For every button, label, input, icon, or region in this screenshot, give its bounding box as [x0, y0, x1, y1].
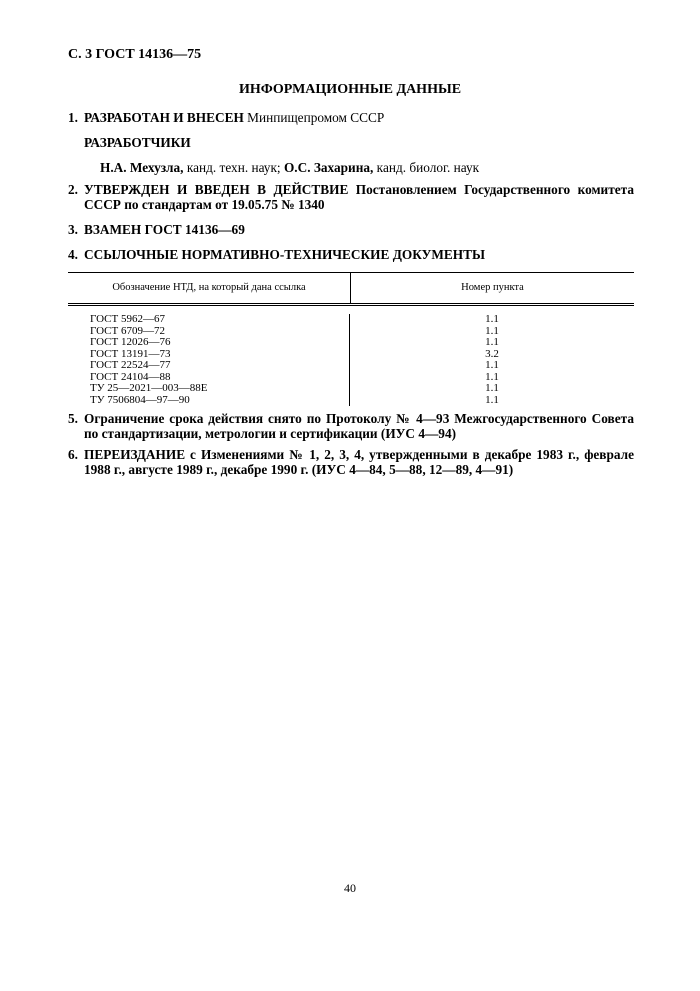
reference-table — [68, 272, 634, 406]
item-number: 3. — [68, 222, 78, 237]
item-5 — [68, 411, 634, 441]
table-body — [68, 306, 634, 406]
item-bold-text: Ограничение срока действия снято по Протоколу № 4—93 Межгосударственного Совета по стандартизации, метрологии и сертификации (ИУС 4—94) — [84, 411, 634, 441]
item-bold-text: ССЫЛОЧНЫЕ НОРМАТИВНО-ТЕХНИЧЕСКИЕ ДОКУМЕНТЫ — [84, 247, 486, 262]
item-bold-text: РАЗРАБОТАН И ВНЕСЕН — [84, 110, 244, 125]
item-text: Постановлением Государственного комитета СССР по стандартам от 19.05.75 № 1340 — [84, 182, 634, 212]
table-cell: ГОСТ 5962—67 — [90, 313, 165, 325]
item-number: 5. — [68, 411, 78, 426]
page-number: 40 — [344, 881, 356, 895]
table-cell: 1.1 — [485, 336, 499, 348]
item-text: Минпищепромом СССР — [243, 110, 385, 125]
developers-list — [100, 160, 479, 176]
table-cell: 1.1 — [485, 324, 499, 337]
item-3 — [68, 222, 634, 237]
developers-heading: РАЗРАБОТЧИКИ — [84, 135, 191, 150]
table-cell: ГОСТ 6709—72 — [90, 324, 165, 337]
table-cell: ГОСТ 22524—77 — [90, 359, 171, 371]
item-2 — [68, 182, 634, 212]
table-cell: ГОСТ 13191—73 — [90, 347, 171, 360]
table-cell: ТУ 7506804—97—90 — [90, 393, 190, 406]
item-4 — [68, 247, 634, 262]
item-number: 4. — [68, 247, 78, 262]
developer-degree: канд. биолог. наук — [373, 160, 480, 175]
item-bold-text: УТВЕРЖДЕН И ВВЕДЕН В ДЕЙСТВИЕ — [84, 182, 349, 197]
developer-name: Н.А. Мехузла, — [100, 160, 184, 175]
developer-name: О.С. Захарина, — [280, 160, 374, 175]
table-cell: ГОСТ 12026—76 — [90, 336, 171, 348]
item-1 — [68, 110, 634, 125]
table-header — [68, 273, 634, 306]
item-number: 1. — [68, 110, 78, 125]
header-cell-clause: Номер пункта — [461, 282, 524, 293]
table-cell: 3.2 — [485, 347, 499, 360]
table-cell: 1.1 — [485, 382, 499, 394]
table-cell: 1.1 — [485, 359, 499, 371]
item-number: 2. — [68, 182, 78, 197]
clause-column — [350, 314, 634, 406]
developer-degree: канд. техн. наук; — [183, 160, 281, 175]
item-bold-text: ВЗАМЕН ГОСТ 14136—69 — [84, 222, 245, 237]
item-bold-text: ПЕРЕИЗДАНИЕ с Изменениями № 1, 2, 3, 4, утвержденными в декабре 1983 г., феврале 1988 г., августе 1989 г., декабре 1990 г. (ИУС 4—84, 5—88, 12—89, 4—91) — [84, 447, 634, 477]
table-cell: 1.1 — [485, 370, 499, 383]
table-cell: ТУ 25—2021—003—88Е — [90, 382, 208, 394]
page-header: С. 3 ГОСТ 14136—75 — [68, 47, 202, 62]
item-number: 6. — [68, 447, 78, 462]
table-cell: ГОСТ 24104—88 — [90, 370, 171, 383]
page-title: ИНФОРМАЦИОННЫЕ ДАННЫЕ — [238, 82, 462, 97]
table-cell: 1.1 — [485, 393, 499, 406]
header-cell-ntd: Обозначение НТД, на который дана ссылка — [68, 273, 351, 303]
table-cell: 1.1 — [485, 313, 499, 325]
item-6 — [68, 447, 634, 477]
ntd-column — [68, 314, 350, 406]
